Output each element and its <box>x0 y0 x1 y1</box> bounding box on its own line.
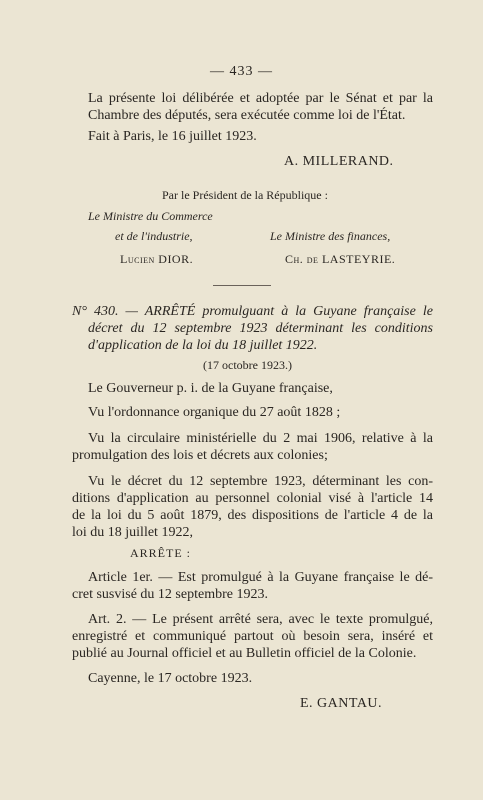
president-signature: A. MILLERAND. <box>284 154 394 169</box>
vu-decret-line-4: loi du 18 juillet 1922, <box>72 525 193 540</box>
minister-finances-title: Le Ministre des finances, <box>270 229 391 243</box>
by-president-line: Par le Président de la République : <box>162 188 328 202</box>
law-text-line-1: La présente loi délibérée et adoptée par le Sénat et par la <box>88 91 433 106</box>
vu-decret-line-1: Vu le décret du 12 septembre 1923, déterminant les con- <box>88 474 433 489</box>
governor-signature: E. GANTAU. <box>300 696 383 711</box>
article-2-line-2: enregistré et communiqué partout où besoin sera, inséré et <box>72 629 433 644</box>
minister-finances-name: Ch. de LASTEYRIE. <box>285 252 396 266</box>
vu-ordonnance: Vu l'ordonnance organique du 27 août 1828 ; <box>88 405 341 420</box>
vu-decret-line-3: de la loi du 5 août 1879, des dispositions de l'article 4 de la <box>72 508 433 523</box>
place-and-date: Cayenne, le 17 octobre 1923. <box>88 671 253 686</box>
arrete-heading: ARRÊTE : <box>130 546 191 560</box>
section-divider <box>213 285 271 286</box>
decree-title-line-1: N° 430. — ARRÊTÉ promulguant à la Guyane française le <box>72 304 433 319</box>
vu-decret-line-2: ditions d'application au personnel colonial visé à l'article 14 <box>72 491 433 506</box>
page-number: — 433 — <box>210 64 273 79</box>
minister-commerce-title-1: Le Ministre du Commerce <box>88 209 213 223</box>
law-text-line-2: Chambre des députés, sera exécutée comme loi de l'État. <box>88 108 406 123</box>
decree-date: (17 octobre 1923.) <box>203 358 292 372</box>
signed-at: Fait à Paris, le 16 juillet 1923. <box>88 129 257 144</box>
decree-title-line-3: d'application de la loi du 18 juillet 1922. <box>88 338 318 353</box>
governor-line: Le Gouverneur p. i. de la Guyane française, <box>88 381 333 396</box>
minister-commerce-name: Lucien DIOR. <box>120 252 194 266</box>
article-2-line-1: Art. 2. — Le présent arrêté sera, avec le texte promulgué, <box>88 612 433 627</box>
minister-commerce-title-2: et de l'industrie, <box>115 229 193 243</box>
decree-title-line-2: décret du 12 septembre 1923 déterminant les conditions <box>88 321 433 336</box>
article-1-line-2: cret susvisé du 12 septembre 1923. <box>72 587 268 602</box>
article-2-line-3: publié au Journal officiel et au Bulletin officiel de la Colonie. <box>72 646 417 661</box>
vu-circulaire-line-2: promulgation des lois et décrets aux colonies; <box>72 448 328 463</box>
vu-circulaire-line-1: Vu la circulaire ministérielle du 2 mai 1906, relative à la <box>88 431 433 446</box>
article-1-line-1: Article 1er. — Est promulgué à la Guyane française le dé- <box>88 570 433 585</box>
